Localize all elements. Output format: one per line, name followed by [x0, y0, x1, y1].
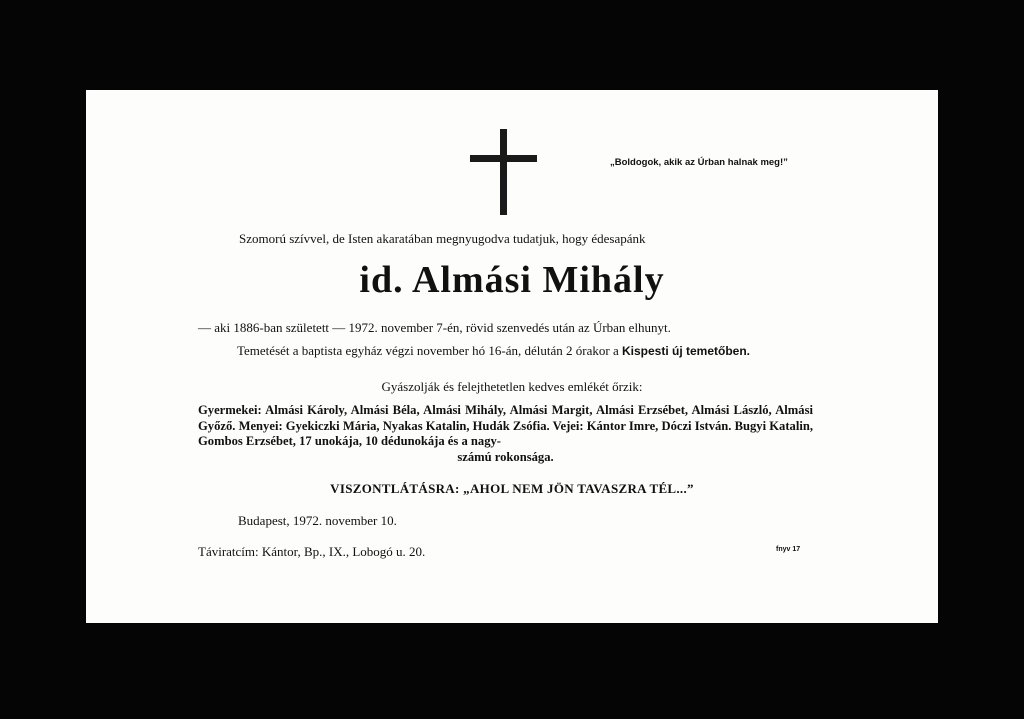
- deceased-name: id. Almási Mihály: [359, 259, 665, 301]
- cross-icon: [500, 129, 507, 215]
- born-died-text: — aki 1886-ban született — 1972. november 7-én, rövid szenvedés után az Úrban elhunyt.: [198, 320, 671, 335]
- mourners-intro: Gyászolják és felejthetetlen kedves emlékét őrzik:: [381, 379, 643, 394]
- family-text: Gyermekei: Almási Károly, Almási Béla, Almási Mihály, Almási Margit, Almási Erzsébet, Almási László, Almási Győző. Menyei: Gyekiczki Mária, Nyakas Katalin, Hudák Zsófia. Vejei: Kántor Imre, Dóczi István. Bugyi Katalin, Gombos Erzsébet, 17 unokája, 10 dédunokája és a nagy-: [198, 403, 813, 448]
- funeral-place: Kispesti új temetőben.: [621, 344, 750, 358]
- family-text-end: számú rokonsága.: [457, 449, 554, 464]
- bible-quote: „Boldogok, akik az Úrban halnak meg!”: [610, 157, 788, 168]
- cross-icon-bar: [470, 155, 537, 162]
- obituary-card: [86, 90, 938, 623]
- funeral-info: [198, 343, 813, 359]
- funeral-text: Temetését a baptista egyház végzi november hó 16-án, délután 2 órakor a: [237, 343, 619, 358]
- farewell-text: VISZONTLÁTÁSRA: „AHOL NEM JÖN TAVASZRA TÉL...”: [330, 481, 694, 496]
- place-date: Budapest, 1972. november 10.: [238, 513, 397, 528]
- telegram-address: Táviratcím: Kántor, Bp., IX., Lobogó u. 20.: [198, 544, 426, 559]
- print-code: fnyv 17: [776, 546, 801, 553]
- family-list: [198, 403, 813, 465]
- intro-text: Szomorú szívvel, de Isten akaratában megnyugodva tudatjuk, hogy édesapánk: [239, 231, 646, 246]
